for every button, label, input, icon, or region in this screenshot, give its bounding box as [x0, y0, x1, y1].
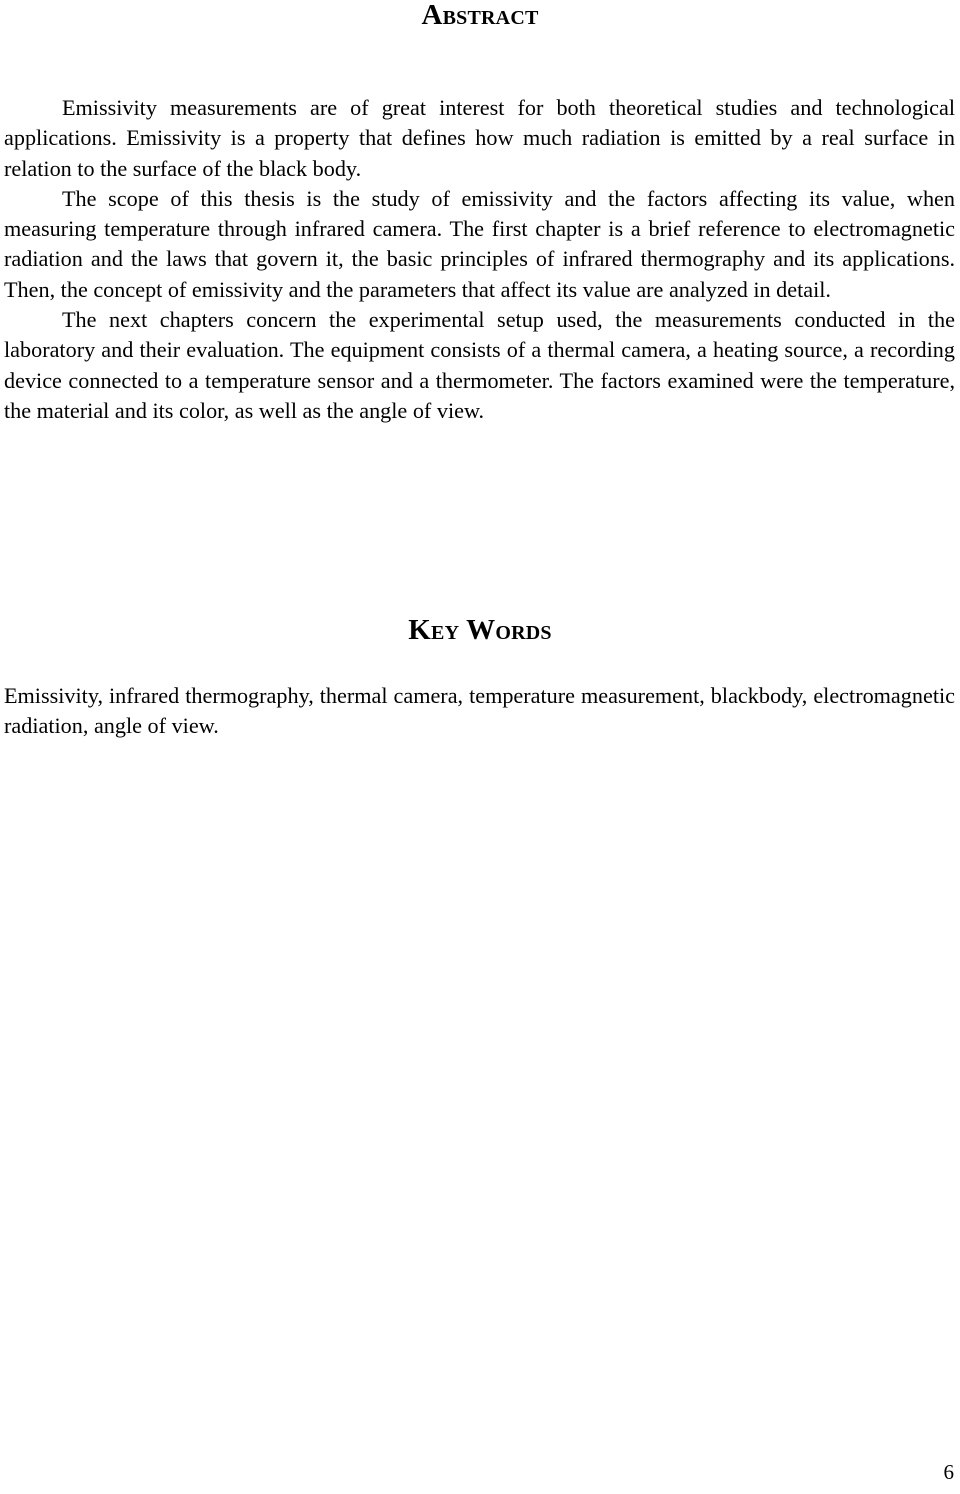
- keywords-text: Emissivity, infrared thermography, thermal camera, temperature measurement, blackbody, electromagnetic radiation, angle of view.: [4, 683, 955, 739]
- abstract-paragraph-3: The next chapters concern the experimental setup used, the measurements conducted in the laboratory and their evaluation. The equipment consists of a thermal camera, a heating source, a recording device connected to a temperature sensor and a thermometer. The factors examined were the temperature, the material and its color, as well as the angle of view.: [4, 307, 955, 423]
- keywords-body: [4, 681, 955, 742]
- abstract-paragraph-2: The scope of this thesis is the study of emissivity and the factors affecting its value, when measuring temperature through infrared camera. The first chapter is a brief reference to electromagnetic radiation and the laws that govern it, the basic principles of infrared thermography and its applications. Then, the concept of emissivity and the parameters that affect its value are analyzed in detail.: [4, 185, 955, 302]
- abstract-body: [4, 93, 955, 426]
- keywords-heading: Key Words: [408, 614, 552, 646]
- page-number: 6: [943, 1460, 954, 1484]
- abstract-heading: Abstract: [421, 0, 539, 31]
- abstract-paragraph-1: Emissivity measurements are of great interest for both theoretical studies and technological applications. Emissivity is a property that defines how much radiation is emitted by a real surface in relation to the surface of the black body.: [4, 95, 955, 181]
